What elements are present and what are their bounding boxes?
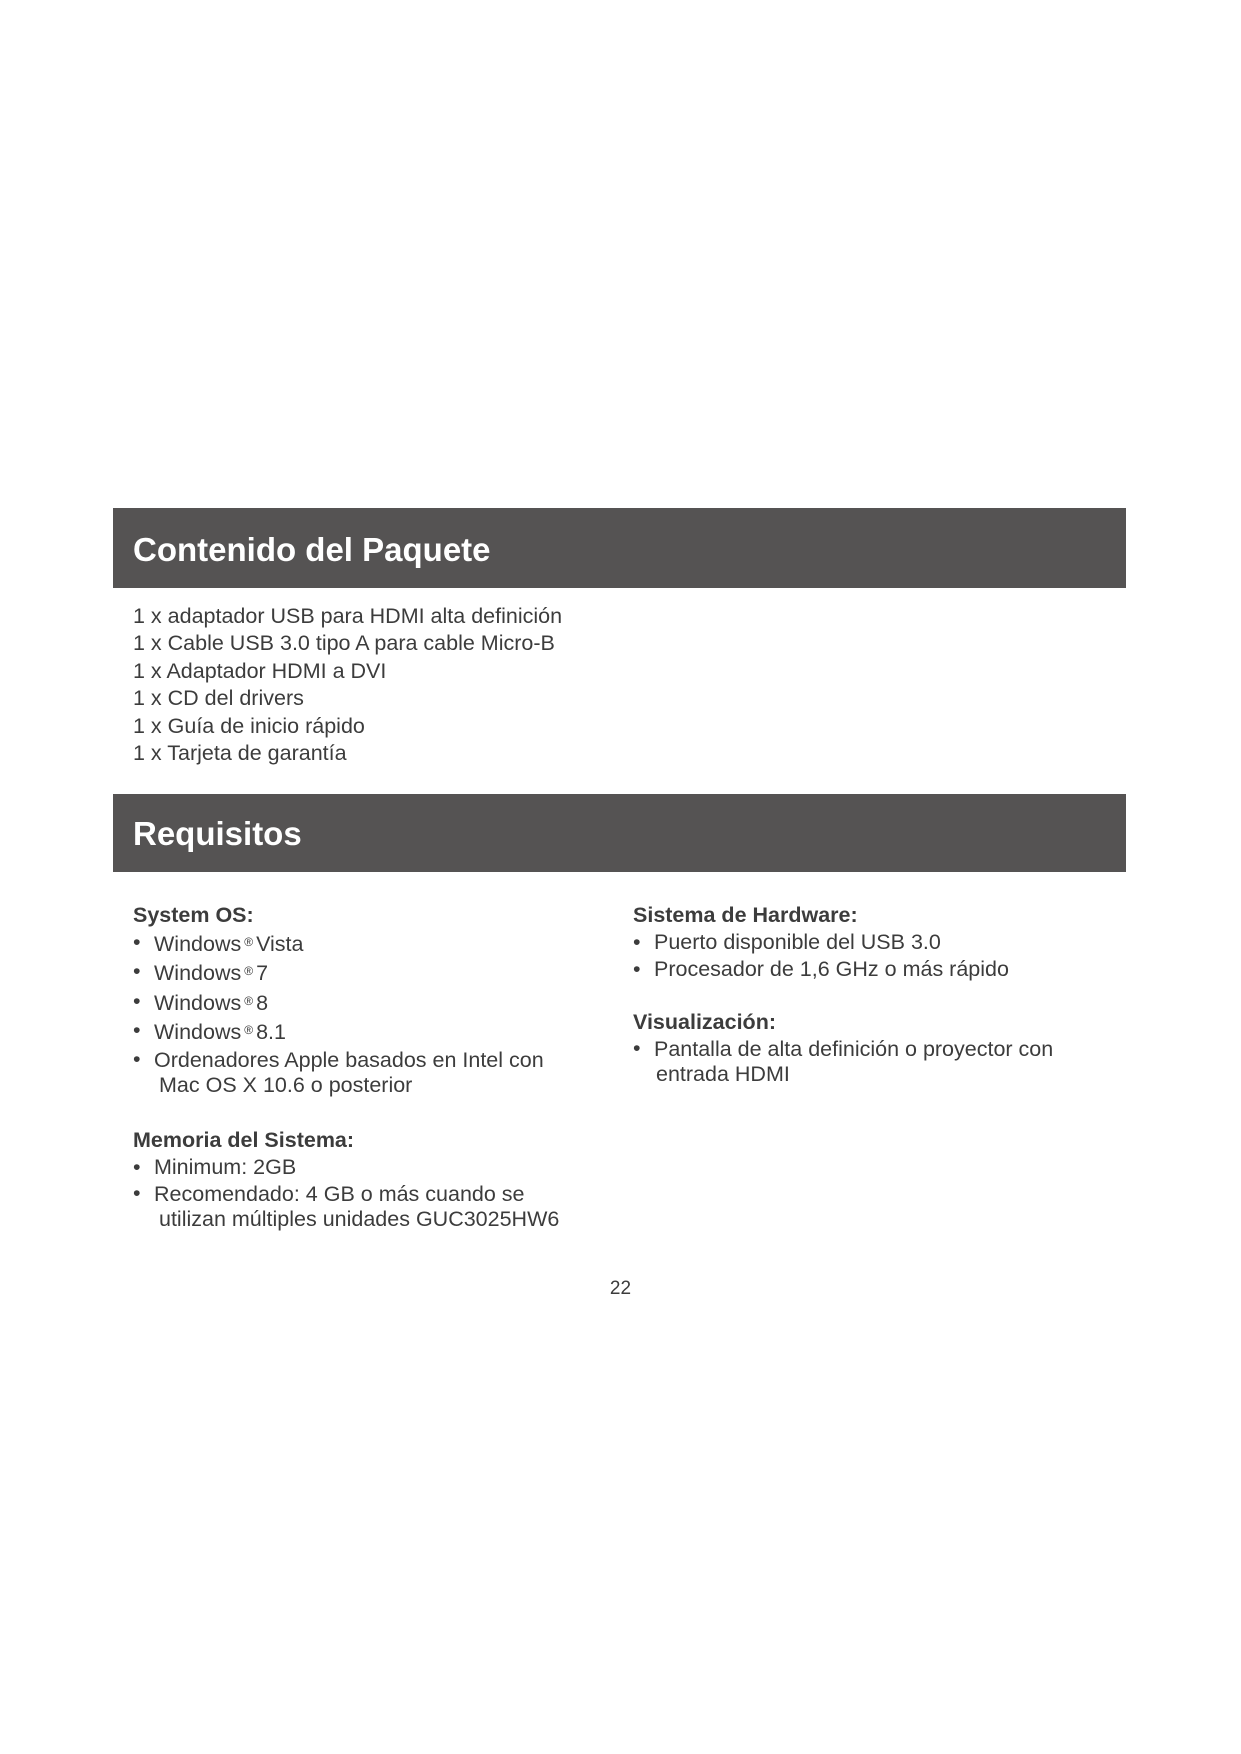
system-os-list [133,929,603,1099]
hardware-title: Sistema de Hardware: [633,903,858,927]
hardware-list [633,929,1103,984]
list-item [133,1154,603,1181]
apple-line-2: Mac OS X 10.6 o posterior [159,1072,413,1097]
memoria-recommended-line-2: utilizan múltiples unidades GUC3025HW6 [159,1207,560,1232]
list-item [133,1047,603,1099]
requirements-right-column [633,902,1103,1088]
package-item: 1 x CD del drivers [133,686,304,711]
registered-mark: ® [244,1023,254,1038]
bullet-icon: • [133,959,141,984]
windows-version: 8 [256,990,269,1015]
registered-mark: ® [244,935,254,949]
bullet-icon: • [633,1035,641,1060]
list-item [633,1036,1103,1088]
bullet-icon: • [133,1046,141,1071]
memoria-minimum: Minimum: 2GB [154,1154,297,1179]
section-title-contenido: Contenido del Paquete [133,531,491,568]
windows-version: Vista [256,932,304,956]
visualizacion-title: Visualización: [633,1009,776,1034]
hardware-item: Procesador de 1,6 GHz o más rápido [654,957,1009,982]
bullet-icon: • [133,930,141,954]
list-item [133,1181,603,1233]
bullet-icon: • [633,930,641,954]
windows-label: Windows [154,961,242,986]
visualizacion-list [633,1036,1103,1088]
windows-version: 7 [256,961,269,986]
list-item [633,929,1103,956]
bullet-icon: • [633,957,641,982]
section-title-requisitos: Requisitos [133,815,302,852]
package-item: 1 x adaptador USB para HDMI alta definición [133,604,563,628]
list-item [133,958,603,987]
bullet-icon: • [133,1181,141,1206]
windows-label: Windows [154,1020,242,1045]
list-item [133,1017,603,1046]
section-header-contenido [113,508,1126,588]
section-header-requisitos [113,794,1126,872]
bullet-icon: • [133,1018,141,1043]
list-item [633,956,1103,983]
visualizacion-line-1: Pantalla de alta definición o proyector con [654,1036,1054,1061]
windows-label: Windows [154,990,242,1015]
list-item [133,929,603,958]
list-item [133,988,603,1017]
registered-mark: ® [244,993,254,1008]
memoria-recommended-line-1: Recomendado: 4 GB o más cuando se [154,1182,525,1207]
package-item: 1 x Guía de inicio rápido [133,713,365,738]
hardware-item: Puerto disponible del USB 3.0 [654,930,941,954]
windows-version: 8.1 [256,1020,286,1045]
bullet-icon: • [133,988,141,1013]
package-item: 1 x Cable USB 3.0 tipo A para cable Micro-B [133,631,555,656]
bullet-icon: • [133,1154,141,1179]
windows-label: Windows [154,932,242,956]
apple-line-1: Ordenadores Apple basados en Intel con [154,1047,544,1072]
registered-mark: ® [244,964,254,979]
package-item: 1 x Tarjeta de garantía [133,741,347,766]
memoria-title: Memoria del Sistema: [133,1127,355,1152]
memoria-list [133,1154,603,1233]
page-number: 22 [609,1278,632,1299]
package-item: 1 x Adaptador HDMI a DVI [133,658,387,683]
package-contents-list [133,603,562,767]
requirements-left-column [133,902,603,1233]
system-os-title: System OS: [133,903,254,927]
visualizacion-line-2: entrada HDMI [656,1061,790,1086]
